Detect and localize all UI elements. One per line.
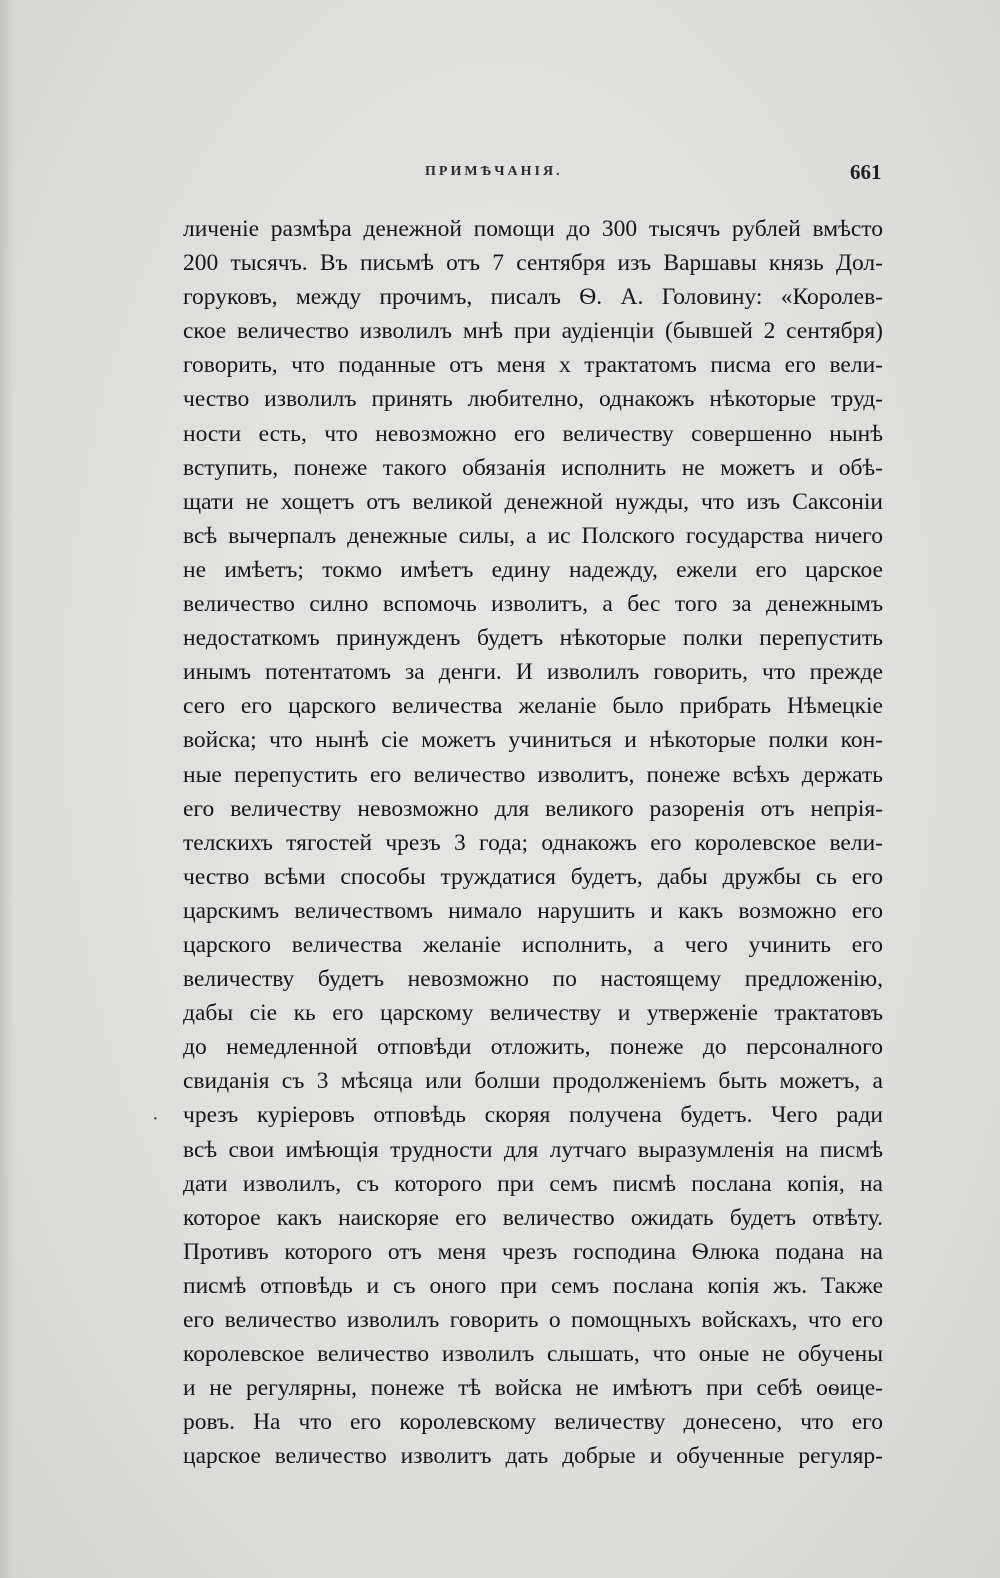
text-line: величество силно вспомочь изволитъ, а бес того за денежнымъ — [183, 591, 883, 618]
text-line: всѣ свои имѣющія трудности для лутчаго выразумленія на писмѣ — [183, 1136, 883, 1163]
text-line: чество всѣми способы труждатися будетъ, дабы дружбы сь его — [183, 863, 883, 890]
page-number: 661 — [850, 160, 882, 184]
text-line: 200 тысячъ. Въ письмѣ отъ 7 сентября изъ Варшавы князь Дол- — [183, 250, 883, 277]
body-text — [183, 212, 883, 1473]
text-line: его величество изволилъ говорить о помощныхъ войскахъ, что его — [183, 1307, 883, 1333]
text-line: его величеству невозможно для великого разоренія отъ непрія- — [183, 795, 883, 822]
text-line: свиданія съ 3 мѣсяца или болши продолженіемъ быть можетъ, а — [183, 1068, 883, 1095]
text-line: говорить, что поданные отъ меня х трактатомъ писма его вели- — [183, 352, 883, 379]
text-line: чество изволилъ принять любително, однакожъ нѣкоторые труд- — [183, 386, 883, 413]
text-line: недостаткомъ принужденъ будетъ нѣкоторые полки перепустить — [183, 625, 883, 652]
text-line: телскихъ тягостей чрезъ 3 года; однакожъ его королевское вели- — [183, 829, 883, 856]
text-line: сего его царского величества желаніе было прибрать Нѣмецкіе — [183, 693, 883, 720]
text-line: Противъ которого отъ меня чрезъ господина Ѳлюка подана на — [183, 1238, 883, 1265]
text-line: ское величество изволилъ мнѣ при аудіенціи (бывшей 2 сентября) — [183, 318, 883, 345]
text-line: писмѣ отповѣдь и съ оного при семъ послана копія жъ. Также — [183, 1272, 883, 1299]
text-line: всѣ вычерпалъ денежные силы, а ис Полского государства ничего — [183, 522, 883, 549]
text-line: ные перепустить его величество изволитъ, понеже всѣхъ держать — [183, 761, 883, 788]
text-line: войска; что нынѣ сіе можетъ учиниться и нѣкоторые полки кон- — [183, 727, 883, 754]
text-line: королевское величество изволилъ слышать, что оные не обучены — [183, 1341, 883, 1368]
text-line: царское величество изволитъ дать добрые и обученные регуляр- — [183, 1443, 883, 1470]
text-line: дати изволилъ, съ которого при семъ писмѣ послана копія, на — [183, 1170, 883, 1197]
text-line: не имѣетъ; токмо имѣетъ едину надежду, ежели его царское — [183, 556, 883, 583]
text-line: вступить, понеже такого обязанія исполнить не можетъ и обѣ- — [183, 454, 883, 481]
text-line: чрезъ куріеровъ отповѣдь скоряя получена будетъ. Чего ради — [183, 1102, 883, 1129]
text-line: величеству будетъ невозможно по настоящему предложенію, — [183, 966, 883, 993]
text-line: щати не хощетъ отъ великой денежной нужды, что изъ Саксоніи — [183, 488, 883, 515]
margin-mark: · — [152, 1108, 159, 1130]
text-line: и не регулярны, понеже тѣ войска не имѣютъ при себѣ оѳице- — [183, 1375, 883, 1402]
text-line: дабы сіе кь его царскому величеству и утверженіе трактатовъ — [183, 1000, 883, 1027]
page-edge-shadow — [0, 0, 14, 1578]
running-header: ПРИМѢЧАНІЯ. — [425, 164, 563, 179]
text-line: царского величества желаніе исполнить, а чего учинить его — [183, 931, 883, 958]
text-line: инымъ потентатомъ за денги. И изволилъ говорить, что прежде — [183, 659, 883, 686]
text-line: до немедленной отповѣди отложить, понеже до персоналного — [183, 1034, 883, 1061]
text-line: ровъ. На что его королевскому величеству донесено, что его — [183, 1409, 883, 1436]
text-line: ности есть, что невозможно его величеству совершенно нынѣ — [183, 420, 883, 447]
text-line: личеніе размѣра денежной помощи до 300 тысячъ рублей вмѣсто — [183, 216, 883, 242]
text-line: которое какъ наискоряе его величество ожидать будетъ отвѣту. — [183, 1204, 883, 1231]
text-line: горуковъ, между прочимъ, писалъ Ѳ. А. Головину: «Королев- — [183, 284, 883, 311]
text-line: царскимъ величествомъ нимало нарушить и какъ возможно его — [183, 897, 883, 924]
